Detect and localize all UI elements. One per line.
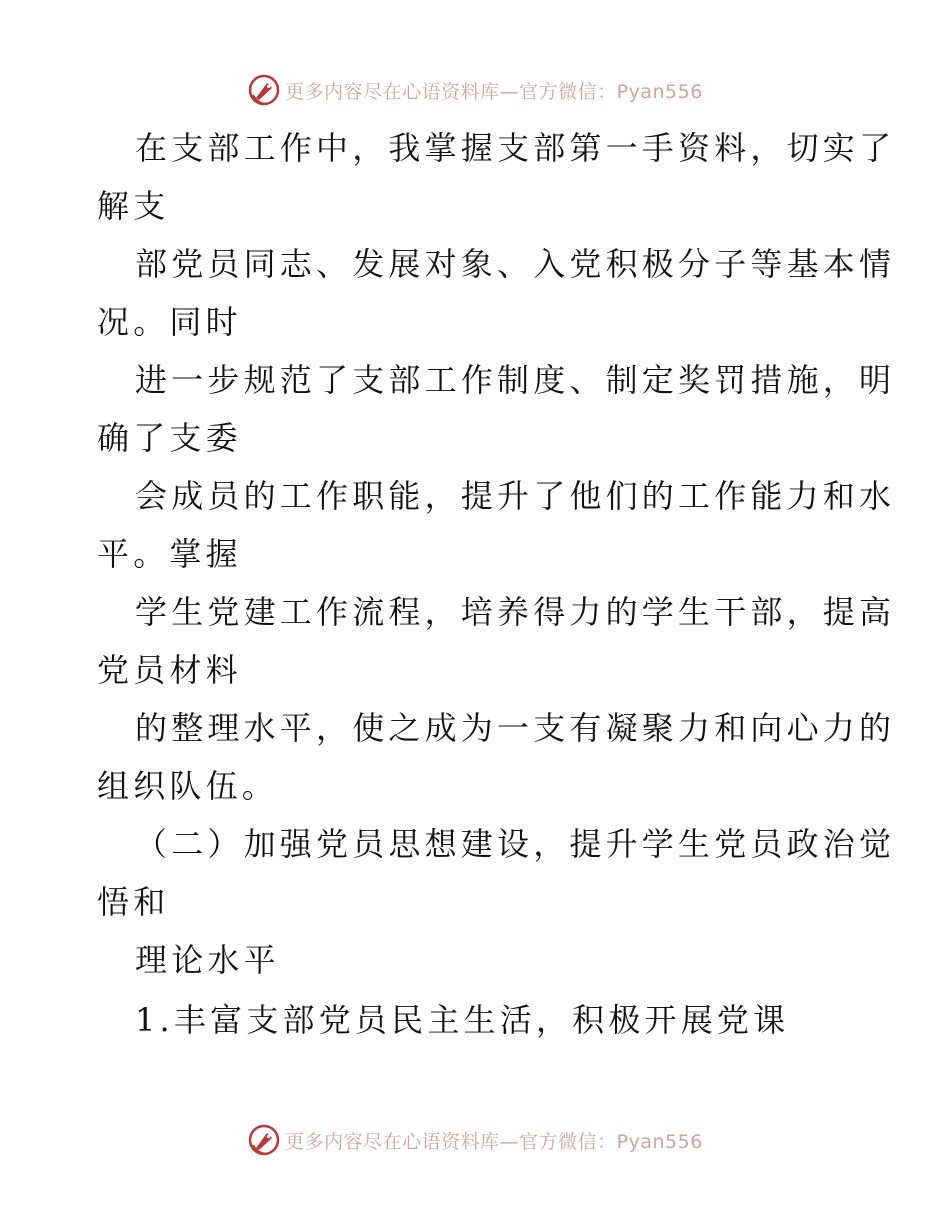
body-line: 学生党建工作流程，培养得力的学生干部，提高 (135, 593, 896, 631)
pen-nib-logo-icon (247, 1123, 281, 1157)
section-heading: （二）加强党员思想建设，提升学生党员政治觉 (135, 825, 896, 863)
body-line: 会成员的工作职能，提升了他们的工作能力和水 (135, 477, 896, 515)
footer-watermark-banner (0, 1120, 950, 1160)
body-line: 进一步规范了支部工作制度、制定奖罚措施，明 (135, 361, 896, 399)
body-line: 党员材料 (97, 651, 242, 689)
body-line: 部党员同志、发展对象、入党积极分子等基本情 (135, 245, 896, 283)
body-line: 确了支委 (97, 419, 242, 457)
body-line: 况。同时 (97, 303, 242, 341)
body-line: 平。掌握 (97, 535, 242, 573)
watermark-text: 更多内容尽在心语资料库—官方微信：Pyan556 (285, 1130, 703, 1153)
section-heading-continued: 悟和 (97, 883, 170, 921)
body-line: 组织队伍。 (97, 767, 279, 805)
body-line: 的整理水平，使之成为一支有凝聚力和向心力的 (135, 709, 896, 747)
body-line: 在支部工作中，我掌握支部第一手资料，切实了 (135, 129, 896, 167)
numbered-item: 1.丰富支部党员民主生活，积极开展党课 (135, 1001, 790, 1039)
section-heading-continued: 理论水平 (135, 941, 280, 979)
body-line: 解支 (97, 187, 170, 225)
watermark-text: 更多内容尽在心语资料库—官方微信：Pyan556 (285, 80, 703, 103)
